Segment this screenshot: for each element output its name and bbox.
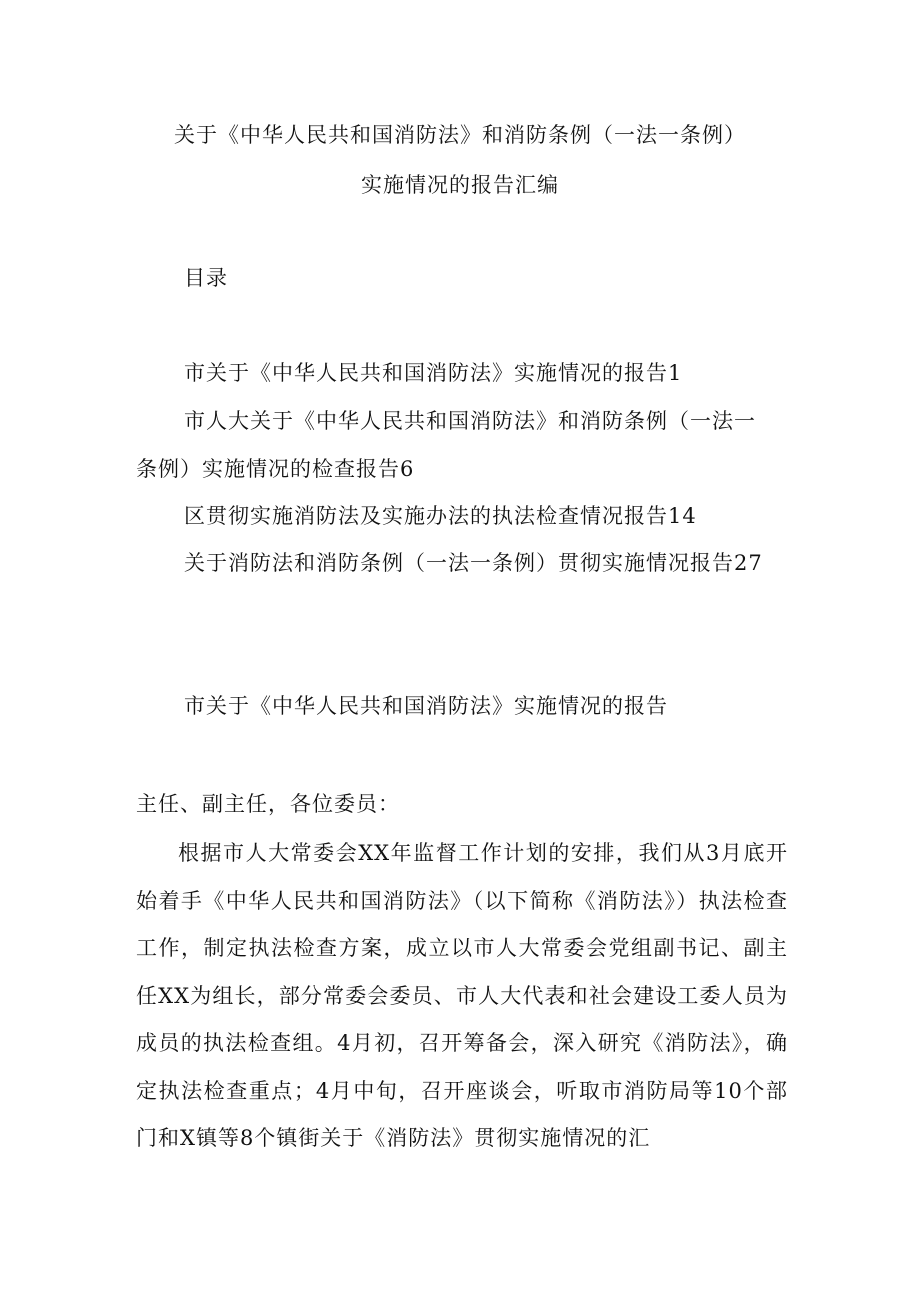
toc-entry-1[interactable]: 市关于《中华人民共和国消防法》实施情况的报告1 <box>184 361 683 385</box>
toc-heading: 目录 <box>184 266 228 290</box>
toc-entry-4[interactable]: 关于消防法和消防条例（一法一条例）贯彻实施情况报告27 <box>184 551 763 575</box>
body-paragraph: 根据市人大常委会XX年监督工作计划的安排，我们从3月底开始着手《中华人民共和国消防法》（以下简称《消防法》）执法检查工作，制定执法检查方案，成立以市人大常委会党组副书记、副主任XX为组长，部分常委会委员、市人大代表和社会建设工委人员为成员的执法检查组。4月初，召开筹备会，深入研究《消防法》，确定执法检查重点；4月中旬，召开座谈会，听取市消防局等10个部门和X镇等8个镇街关于《消防法》贯彻实施情况的汇 <box>136 841 788 1150</box>
salutation: 主任、副主任，各位委员： <box>136 792 400 816</box>
document-title-line-1: 关于《中华人民共和国消防法》和消防条例（一法一条例） <box>174 123 746 147</box>
toc-entry-3[interactable]: 区贯彻实施消防法及实施办法的执法检查情况报告14 <box>184 504 697 528</box>
toc-entry-2[interactable]: 市人大关于《中华人民共和国消防法》和消防条例（一法一 <box>184 409 756 433</box>
document-title-line-2: 实施情况的报告汇编 <box>361 173 559 197</box>
toc-entry-2-continued[interactable]: 条例）实施情况的检查报告6 <box>136 457 415 481</box>
section-title: 市关于《中华人民共和国消防法》实施情况的报告 <box>184 694 668 718</box>
